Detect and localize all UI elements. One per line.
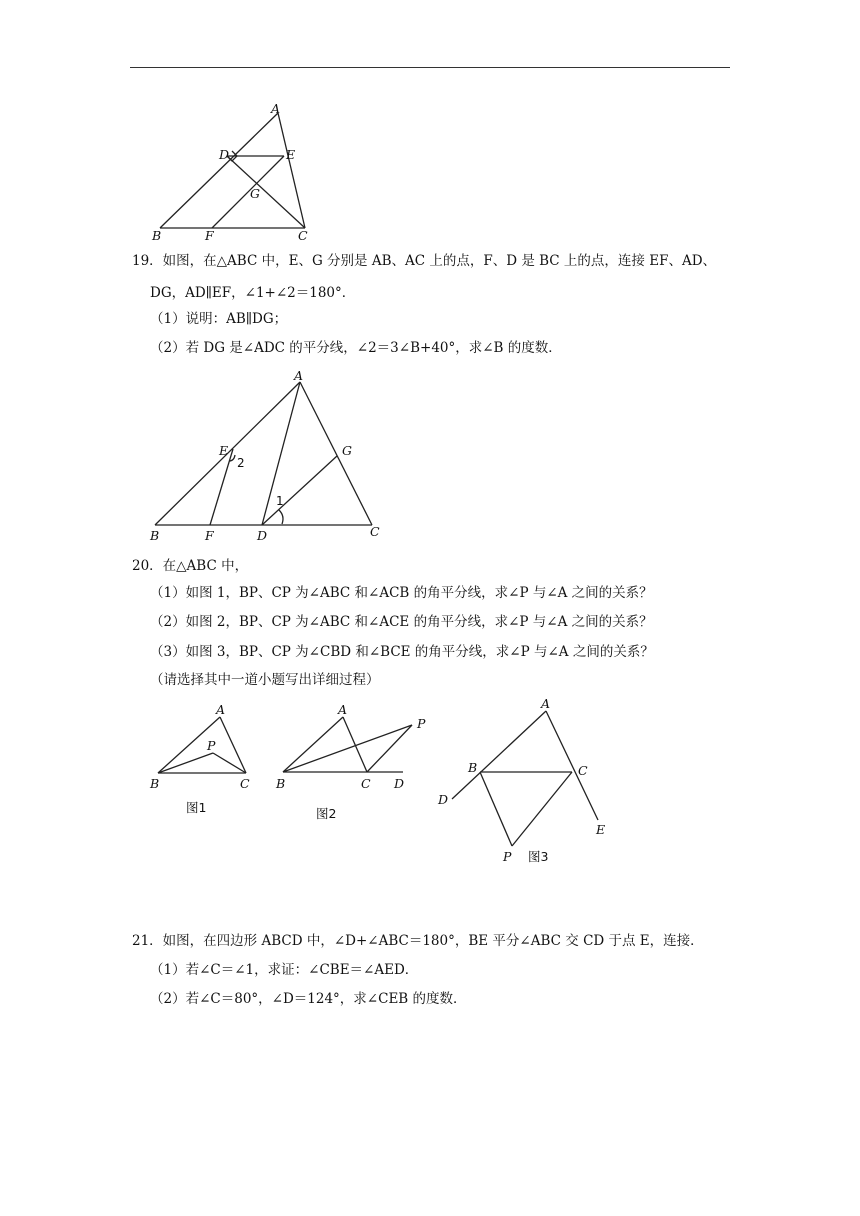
segment-BP bbox=[158, 753, 213, 773]
figure-3-caption: 图3 bbox=[528, 849, 549, 864]
label-angle-2: 2 bbox=[237, 456, 245, 470]
q21-part-2: （2）若∠C＝80°，∠D＝124°，求∠CEB 的度数． bbox=[150, 991, 467, 1007]
figure-3 bbox=[430, 692, 615, 872]
figure-2 bbox=[270, 698, 435, 828]
q20-part-3: （3）如图 3，BP、CP 为∠CBD 和∠BCE 的角平分线，求∠P 与∠A 之间的关系？ bbox=[150, 644, 654, 660]
label-C: C bbox=[578, 763, 588, 778]
q19-part-2: （2）若 DG 是∠ADC 的平分线，∠2＝3∠B+40°，求∠B 的度数． bbox=[150, 340, 562, 356]
figure-1-caption: 图1 bbox=[186, 800, 207, 815]
label-D: D bbox=[438, 792, 449, 807]
q20-part-1: （1）如图 1，BP、CP 为∠ABC 和∠ACB 的角平分线，求∠P 与∠A 之间的关系？ bbox=[150, 585, 653, 601]
segment-DG bbox=[262, 456, 337, 525]
label-B: B bbox=[468, 760, 478, 775]
label-B: B bbox=[150, 528, 160, 543]
q19-stem-1: 19．如图，在△ABC 中，E、G 分别是 AB、AC 上的点，F、D 是 BC 上的点，连接 EF、AD、 bbox=[132, 253, 717, 269]
segment-AB bbox=[160, 113, 278, 228]
label-C: C bbox=[361, 776, 371, 791]
figure-1 bbox=[140, 698, 270, 818]
label-B: B bbox=[150, 776, 160, 791]
segment-BP bbox=[480, 772, 512, 846]
label-A: A bbox=[338, 702, 348, 717]
segment-AB bbox=[283, 717, 343, 772]
segment-AC bbox=[300, 382, 372, 525]
figure-2-caption: 图2 bbox=[316, 806, 337, 821]
q20-part-2: （2）如图 2，BP、CP 为∠ABC 和∠ACE 的角平分线，求∠P 与∠A 之间的关系？ bbox=[150, 614, 653, 630]
label-D: D bbox=[257, 528, 268, 543]
label-C: C bbox=[370, 524, 380, 539]
segment-CP bbox=[512, 772, 572, 846]
segment-AC bbox=[278, 113, 305, 228]
q20-note: （请选择其中一道小题写出详细过程） bbox=[150, 672, 380, 688]
label-E: E bbox=[596, 822, 606, 837]
q19-stem-2: DG，AD∥EF，∠1+∠2＝180°． bbox=[150, 285, 356, 301]
q21-part-1: （1）若∠C＝∠1，求证：∠CBE＝∠AED． bbox=[150, 962, 419, 978]
label-C: C bbox=[298, 228, 308, 243]
angle-1-arc bbox=[279, 510, 283, 524]
label-C: C bbox=[240, 776, 250, 791]
q19-part-1: （1）说明：AB∥DG； bbox=[150, 311, 288, 327]
header-rule bbox=[130, 67, 730, 68]
label-A: A bbox=[271, 101, 281, 116]
label-B: B bbox=[276, 776, 286, 791]
figure-q19 bbox=[140, 365, 390, 545]
segment-CP bbox=[367, 725, 412, 772]
q21-stem: 21．如图，在四边形 ABCD 中，∠D+∠ABC＝180°，BE 平分∠ABC 交 CD 于点 E，连接． bbox=[132, 933, 704, 949]
segment-AE bbox=[546, 711, 598, 820]
label-D: D bbox=[219, 147, 230, 162]
label-E: E bbox=[219, 443, 229, 458]
segment-DC bbox=[227, 156, 305, 228]
label-D: D bbox=[394, 776, 405, 791]
label-E: E bbox=[286, 147, 296, 162]
segment-AD bbox=[452, 711, 546, 799]
label-F: F bbox=[205, 228, 214, 243]
label-G: G bbox=[250, 186, 260, 201]
segment-AC bbox=[343, 717, 367, 772]
label-P: P bbox=[503, 849, 512, 864]
label-angle-1: 1 bbox=[276, 494, 284, 508]
segment-BP bbox=[283, 725, 412, 772]
label-P: P bbox=[207, 738, 216, 753]
figure-top bbox=[140, 100, 330, 245]
label-G: G bbox=[342, 443, 352, 458]
label-B: B bbox=[152, 228, 162, 243]
label-P: P bbox=[417, 716, 426, 731]
label-A: A bbox=[541, 696, 551, 711]
label-F: F bbox=[205, 528, 214, 543]
label-A: A bbox=[216, 702, 226, 717]
q20-stem: 20．在△ABC 中， bbox=[132, 558, 249, 574]
label-A: A bbox=[294, 368, 304, 383]
